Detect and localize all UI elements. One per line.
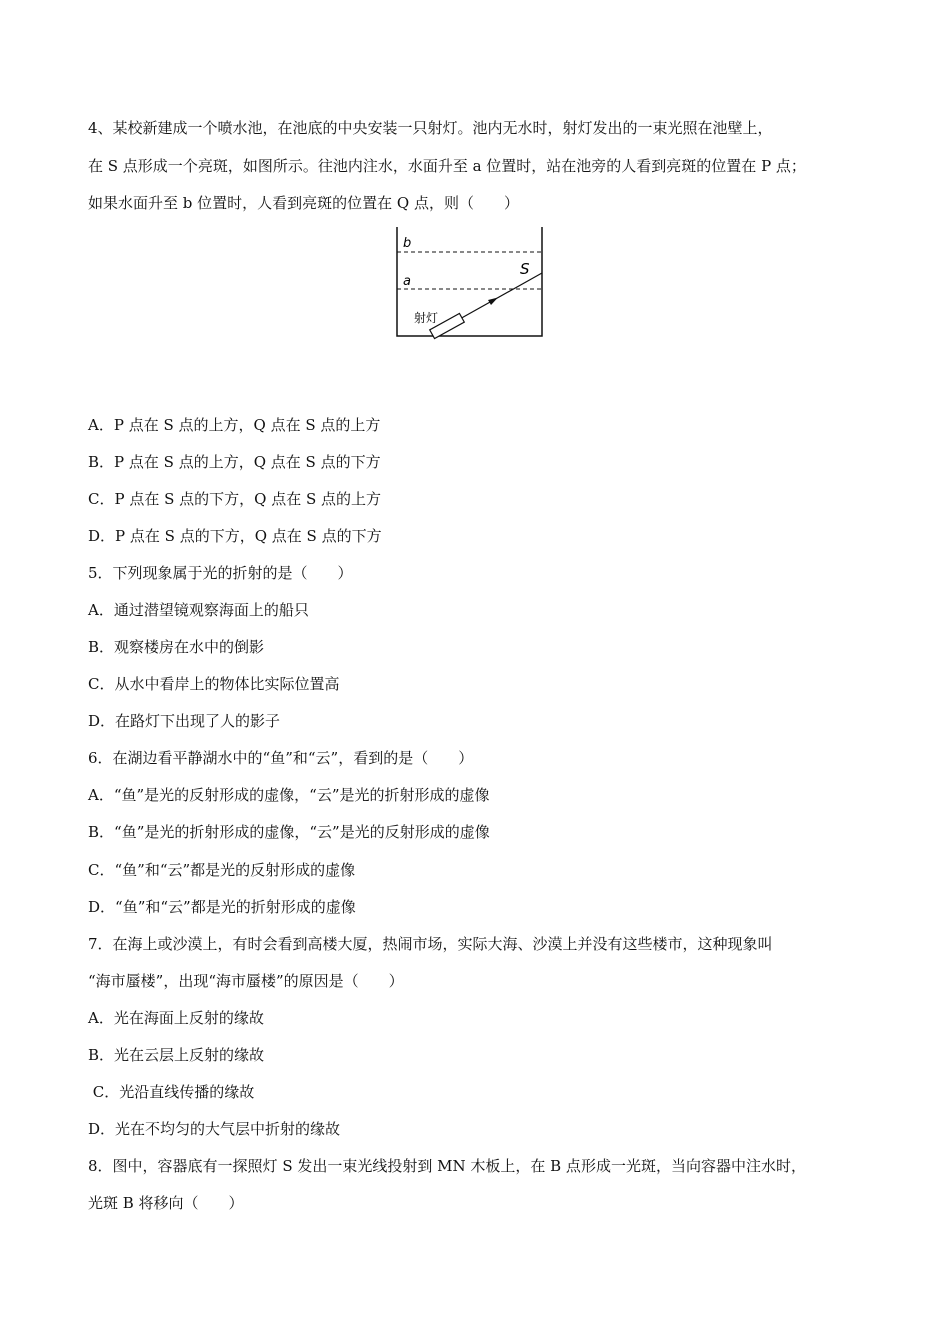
q4-option-d: D．P 点在 S 点的下方，Q 点在 S 点的下方 <box>88 527 382 545</box>
label-a: a <box>403 274 411 289</box>
pool-diagram <box>392 222 552 344</box>
label-b: b <box>403 236 412 251</box>
q7-option-b: B．光在云层上反射的缘故 <box>88 1046 265 1064</box>
q4-option-c: C．P 点在 S 点的下方，Q 点在 S 点的上方 <box>88 490 382 508</box>
q5-stem: 5．下列现象属于光的折射的是（ ） <box>88 564 353 582</box>
q7-option-a: A．光在海面上反射的缘故 <box>88 1009 264 1027</box>
pool-diagram-svg <box>392 222 552 344</box>
label-s: S <box>520 260 530 278</box>
q7-option-c: C．光沿直线传播的缘故 <box>88 1083 255 1101</box>
q5-option-d: D．在路灯下出现了人的影子 <box>88 712 281 730</box>
q6-option-a: A．“鱼”是光的反射形成的虚像，“云”是光的折射形成的虚像 <box>88 786 490 804</box>
q7-stem-line-2: “海市蜃楼”，出现“海市蜃楼”的原因是（ ） <box>88 972 404 990</box>
q7-stem-line-1: 7．在海上或沙漠上，有时会看到高楼大厦，热闹市场，实际大海、沙漠上并没有这些楼市，这种现象叫 <box>88 935 773 953</box>
q8-stem-line-2: 光斑 B 将移向（ ） <box>88 1194 244 1212</box>
q4-stem-line-2: 在 S 点形成一个亮斑，如图所示。往池内注水，水面升至 a 位置时，站在池旁的人看到亮斑的位置在 P 点； <box>88 157 806 175</box>
q6-option-d: D．“鱼”和“云”都是光的折射形成的虚像 <box>88 898 356 916</box>
beam-arrow-icon <box>488 298 498 306</box>
q6-stem: 6．在湖边看平静湖水中的“鱼”和“云”，看到的是（ ） <box>88 749 474 767</box>
q7-option-d: D．光在不均匀的大气层中折射的缘故 <box>88 1120 341 1138</box>
q6-option-b: B．“鱼”是光的折射形成的虚像，“云”是光的反射形成的虚像 <box>88 823 490 841</box>
q5-option-c: C．从水中看岸上的物体比实际位置高 <box>88 675 340 693</box>
q4-stem-line-1: 4、某校新建成一个喷水池，在池底的中央安装一只射灯。池内无水时，射灯发出的一束光照在池壁上， <box>88 119 773 137</box>
q5-option-a: A．通过潜望镜观察海面上的船只 <box>88 601 309 619</box>
q6-option-c: C．“鱼”和“云”都是光的反射形成的虚像 <box>88 861 356 879</box>
light-beam <box>458 273 542 320</box>
q4-option-b: B．P 点在 S 点的上方，Q 点在 S 点的下方 <box>88 453 381 471</box>
q5-option-b: B．观察楼房在水中的倒影 <box>88 638 265 656</box>
label-lamp: 射灯 <box>414 311 439 325</box>
q4-stem-line-3: 如果水面升至 b 位置时，人看到亮斑的位置在 Q 点，则（ ） <box>88 194 519 212</box>
q8-stem-line-1: 8．图中，容器底有一探照灯 S 发出一束光线投射到 MN 木板上，在 B 点形成一光斑，当向容器中注水时， <box>88 1157 806 1175</box>
q4-option-a: A．P 点在 S 点的上方，Q 点在 S 点的上方 <box>88 416 381 434</box>
